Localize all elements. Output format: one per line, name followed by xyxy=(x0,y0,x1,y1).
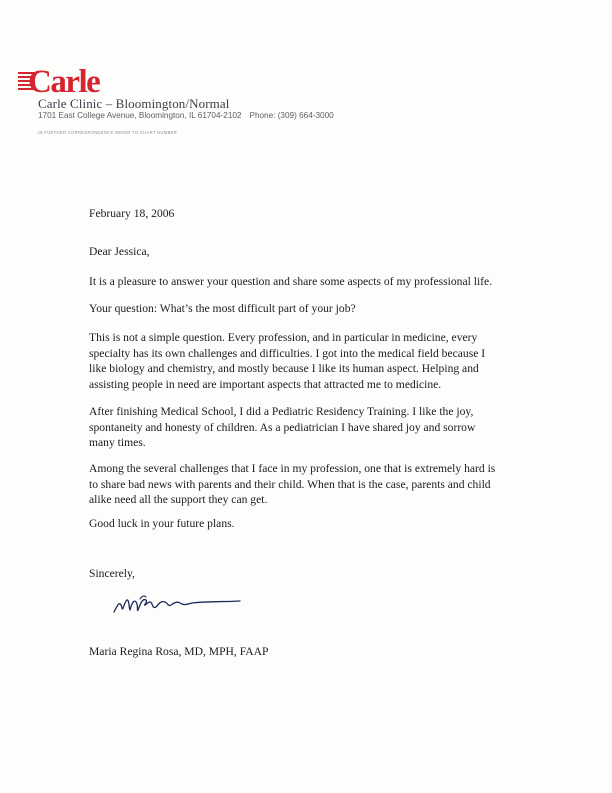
paragraph-line: many times. xyxy=(89,436,146,449)
clinic-name: Carle Clinic – Bloomington/Normal xyxy=(38,96,230,111)
paragraph-line: specialty has its own challenges and difficulties. I got into the medical field because I xyxy=(89,346,486,360)
clinic-phone: Phone: (309) 664-3000 xyxy=(249,111,334,120)
paragraph-1 xyxy=(89,274,529,290)
paragraph-line: This is not a simple question. Every profession, and in particular in medicine, every xyxy=(89,331,478,344)
paragraph-3 xyxy=(89,330,529,392)
clinic-address-line xyxy=(38,111,334,120)
letter-date: February 18, 2006 xyxy=(89,207,175,220)
paragraph-line: After finishing Medical School, I did a Pediatric Residency Training. I like the joy, xyxy=(89,405,474,418)
clinic-address: 1701 East College Avenue, Bloomington, IL 61704-2102 xyxy=(38,111,242,120)
paragraph-4 xyxy=(89,404,529,451)
paragraph-line: alike need all the support they can get. xyxy=(89,493,268,506)
paragraph-line: Good luck in your future plans. xyxy=(89,517,235,530)
paragraph-line: Your question: What’s the most difficult part of your job? xyxy=(89,302,356,315)
paragraph-line: Among the several challenges that I face in my profession, one that is extremely hard is xyxy=(89,462,496,475)
paragraph-line: to share bad news with parents and their child. When that is the case, parents and child xyxy=(89,477,491,491)
salutation: Dear Jessica, xyxy=(89,245,150,258)
logo-wordmark: Carle xyxy=(28,64,100,98)
paragraph-line: spontaneity and honesty of children. As a pediatrician I have shared joy and sorrow xyxy=(89,420,476,434)
paragraph-line: assisting people in need are important aspects that attracted me to medicine. xyxy=(89,377,442,391)
closing: Sincerely, xyxy=(89,567,135,580)
signer-name: Maria Regina Rosa, MD, MPH, FAAP xyxy=(89,645,269,658)
paragraph-5 xyxy=(89,461,529,508)
carle-logo xyxy=(18,64,130,98)
correspondence-note: IN FURTHER CORRESPONDENCE REFER TO CHART NUMBER xyxy=(38,130,178,135)
paragraph-2 xyxy=(89,301,529,317)
handwritten-signature xyxy=(110,590,245,618)
paragraph-line: It is a pleasure to answer your question and share some aspects of my professional life. xyxy=(89,275,493,288)
paragraph-line: like biology and chemistry, and mostly because I like its human aspect. Helping and xyxy=(89,362,479,375)
paragraph-6 xyxy=(89,516,529,532)
